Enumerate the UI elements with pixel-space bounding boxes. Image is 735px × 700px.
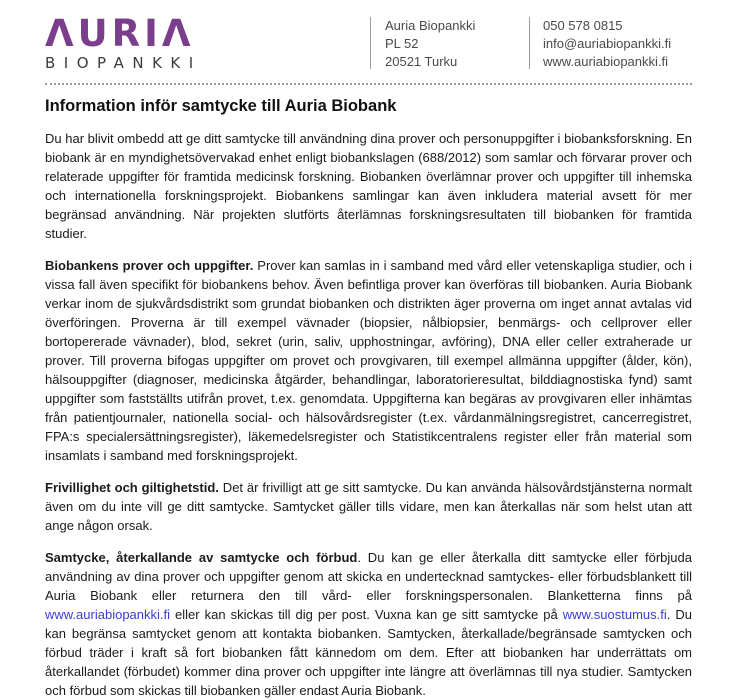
paragraph-intro: Du har blivit ombedd att ge ditt samtycke till användning dina prover och personuppgifter i biobanksforskning. En biobank är en myndighetsövervakad enhet enligt biobankslagen (688/2012) som samlar och förvarar prover och relaterade uppgifter för framtida medicinsk forskning. Biobanken överlämnar prover och uppgifter till inhemska och internationella forskningsprojekt. Biobankens samlingar kan även inkludera material avsett för mer begränsad användning. När projekten slutförts återlämnas forskningsresultaten till biobanken för framtida studier. <box>45 131 692 241</box>
contact-website: www.auriabiopankki.fi <box>543 54 669 69</box>
paragraph-consent-text-2: eller kan skickas till dig per post. Vuxna kan ge sitt samtycke på <box>170 607 563 622</box>
header-rule <box>45 83 692 85</box>
auriabiopankki-link[interactable]: www.auriabiopankki.fi <box>45 607 171 622</box>
contact-email: info@auriabiopankki.fi <box>543 36 672 51</box>
document-header <box>45 14 692 74</box>
address-city: 20521 Turku <box>385 54 458 69</box>
header-address-block <box>371 14 529 74</box>
paragraph-voluntariness-lead: Frivillighet och giltighetstid. <box>45 480 219 495</box>
paragraph-samples-text: Prover kan samlas in i samband med vård eller vetenskapliga studier, och i vissa fall även specifikt för biobankens behov. Även befintliga prover kan överföras till biobanken. Auria Biobank verkar inom de sjukvårdsdistrikt som grundat biobanken och distrikten äger proverna om inget annat avtalas vid överföringen. Proverna är till exempel vävnader (biopsier, nålbiopsier, benmärgs- och cellprover eller bortopererade vävnader), blod, sekret (urin, saliv, upphostningar, avföring), DNA eller celler extraherade ur prover. Till proverna bifogas uppgifter om provet och provgivaren, till exempel allmänna uppgifter (ålder, kön), hälsouppgifter (diagnoser, medicinska åtgärder, behandlingar, laboratorieresultat, bilddiagnostiska fynd) samt uppgifter som fastställts utifrån provet, t.ex. genomdata. Uppgifterna kan begäras av provgivaren eller inhämtas från patientjournaler, nationella social- och hälsovårdsregister (t.ex. vårdanmälningsregistret, cancerregistret, FPA:s specialersättningsregister), läkemedelsregister och Statistikcentralens register eller från material som insamlats i samband med forskningsprojekt. <box>45 258 692 463</box>
paragraph-voluntariness-text: Det är frivilligt att ge sitt samtycke. Du kan använda hälsovårdstjänsterna normalt även om du inte vill ge ditt samtycke. Samtycket gäller tills vidare, men kan återkallas när som helst utan att ange någon orsak. <box>45 480 692 533</box>
suostumus-link[interactable]: www.suostumus.fi <box>562 607 667 622</box>
paragraph-consent-text-3: . Du kan begränsa samtycket genom att kontakta biobanken. Samtycken, återkallade/begränsade samtycken och förbud träder i kraft så fort biobanken fått kännedom om dem. Efter att biobanken har underrättats om återkallandet (förbudet) kommer dina prover och uppgifter inte längre att överlämnas till nya studier. Samtycken och förbud som skickas till biobanken gäller endast Auria Biobank. <box>45 607 693 698</box>
header-contact-block <box>530 14 692 74</box>
address-po-box: PL 52 <box>385 36 419 51</box>
paragraph-samples-lead: Biobankens prover och uppgifter. <box>45 258 254 273</box>
auria-biopankki-logo <box>45 14 370 74</box>
page-title: Information inför samtycke till Auria Biobank <box>45 97 397 115</box>
paragraph-consent-text-1: . Du kan ge eller återkalla ditt samtycke eller förbjuda användning av dina prover och uppgifter genom att skicka en undertecknad samtyckes- eller förbudsblankett till Auria Biobank eller returnera den till vård- eller forskningspersonalen. Blanketterna finns på <box>45 550 692 603</box>
contact-phone: 050 578 0815 <box>543 18 623 33</box>
paragraph-samples-and-data <box>45 256 692 465</box>
paragraph-consent-lead: Samtycke, återkallande av samtycke och förbud <box>45 550 358 565</box>
paragraph-voluntariness <box>45 478 692 535</box>
address-name: Auria Biopankki <box>385 18 476 33</box>
logo-subtitle: BIOPANKKI <box>45 54 202 72</box>
logo-wordmark: ΛURIΛ <box>45 12 195 55</box>
paragraph-consent-withdrawal <box>45 548 692 700</box>
